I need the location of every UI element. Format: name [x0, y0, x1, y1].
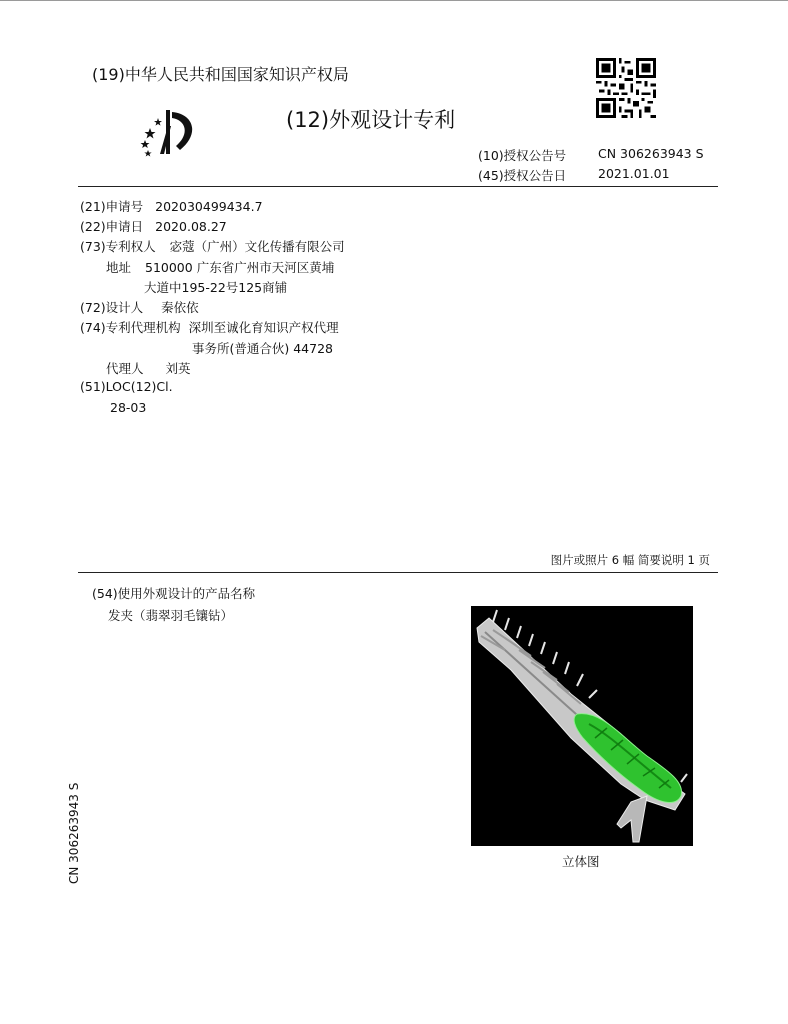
application-date-label: (22)申请日: [80, 219, 144, 234]
application-number-label: (21)申请号: [80, 199, 144, 214]
cnipa-emblem-icon: [136, 106, 202, 158]
application-number-row: [80, 197, 263, 215]
publication-date-value: 2021.01.01: [598, 166, 670, 181]
address-row: [106, 258, 334, 276]
hair-clip-3d-image: [471, 606, 693, 846]
designer: 秦依依: [161, 300, 199, 315]
document-kind-title: (12)外观设计专利: [286, 108, 456, 132]
agency-label: (74)专利代理机构: [80, 320, 181, 335]
figure-caption: 立体图: [562, 854, 600, 869]
address-label: 地址: [106, 260, 132, 275]
office-name: (19)中华人民共和国国家知识产权局: [92, 65, 349, 84]
patentee-label: (73)专利权人: [80, 239, 156, 254]
agency-line-2: 事务所(普通合伙) 44728: [192, 341, 333, 356]
loc-value: 28-03: [110, 400, 147, 415]
designer-label: (72)设计人: [80, 300, 144, 315]
application-date: 2020.08.27: [155, 219, 227, 234]
designer-row: [80, 298, 199, 316]
header-divider: [78, 186, 718, 187]
agent-label: 代理人: [106, 361, 144, 376]
product-section-title: (54)使用外观设计的产品名称: [92, 586, 256, 601]
section-divider: [78, 572, 718, 573]
patentee: 宓蔻（广州）文化传播有限公司: [169, 239, 345, 254]
patentee-row: [80, 237, 345, 255]
agency-row: [80, 318, 339, 336]
publication-number-label: (10)授权公告号: [478, 148, 567, 163]
loc-label: (51)LOC(12)Cl.: [80, 379, 173, 394]
side-publication-id: CN 306263943 S: [67, 782, 81, 884]
agency-line-1: 深圳至诚化育知识产权代理: [188, 320, 339, 335]
top-border: [0, 0, 788, 1]
application-date-row: [80, 217, 227, 235]
qr-code-icon: [596, 58, 656, 118]
application-number: 202030499434.7: [155, 199, 263, 214]
product-name: 发夹（翡翠羽毛镶钻）: [108, 608, 234, 623]
agent: 刘英: [165, 361, 191, 376]
agent-row: [106, 359, 191, 377]
publication-number-value: CN 306263943 S: [598, 146, 704, 161]
image-count-line: 图片或照片 6 幅 简要说明 1 页: [550, 553, 710, 567]
address-line-1: 510000 广东省广州市天河区黄埔: [145, 260, 335, 275]
publication-date-label: (45)授权公告日: [478, 168, 567, 183]
address-line-2: 大道中195-22号125商铺: [144, 280, 288, 295]
